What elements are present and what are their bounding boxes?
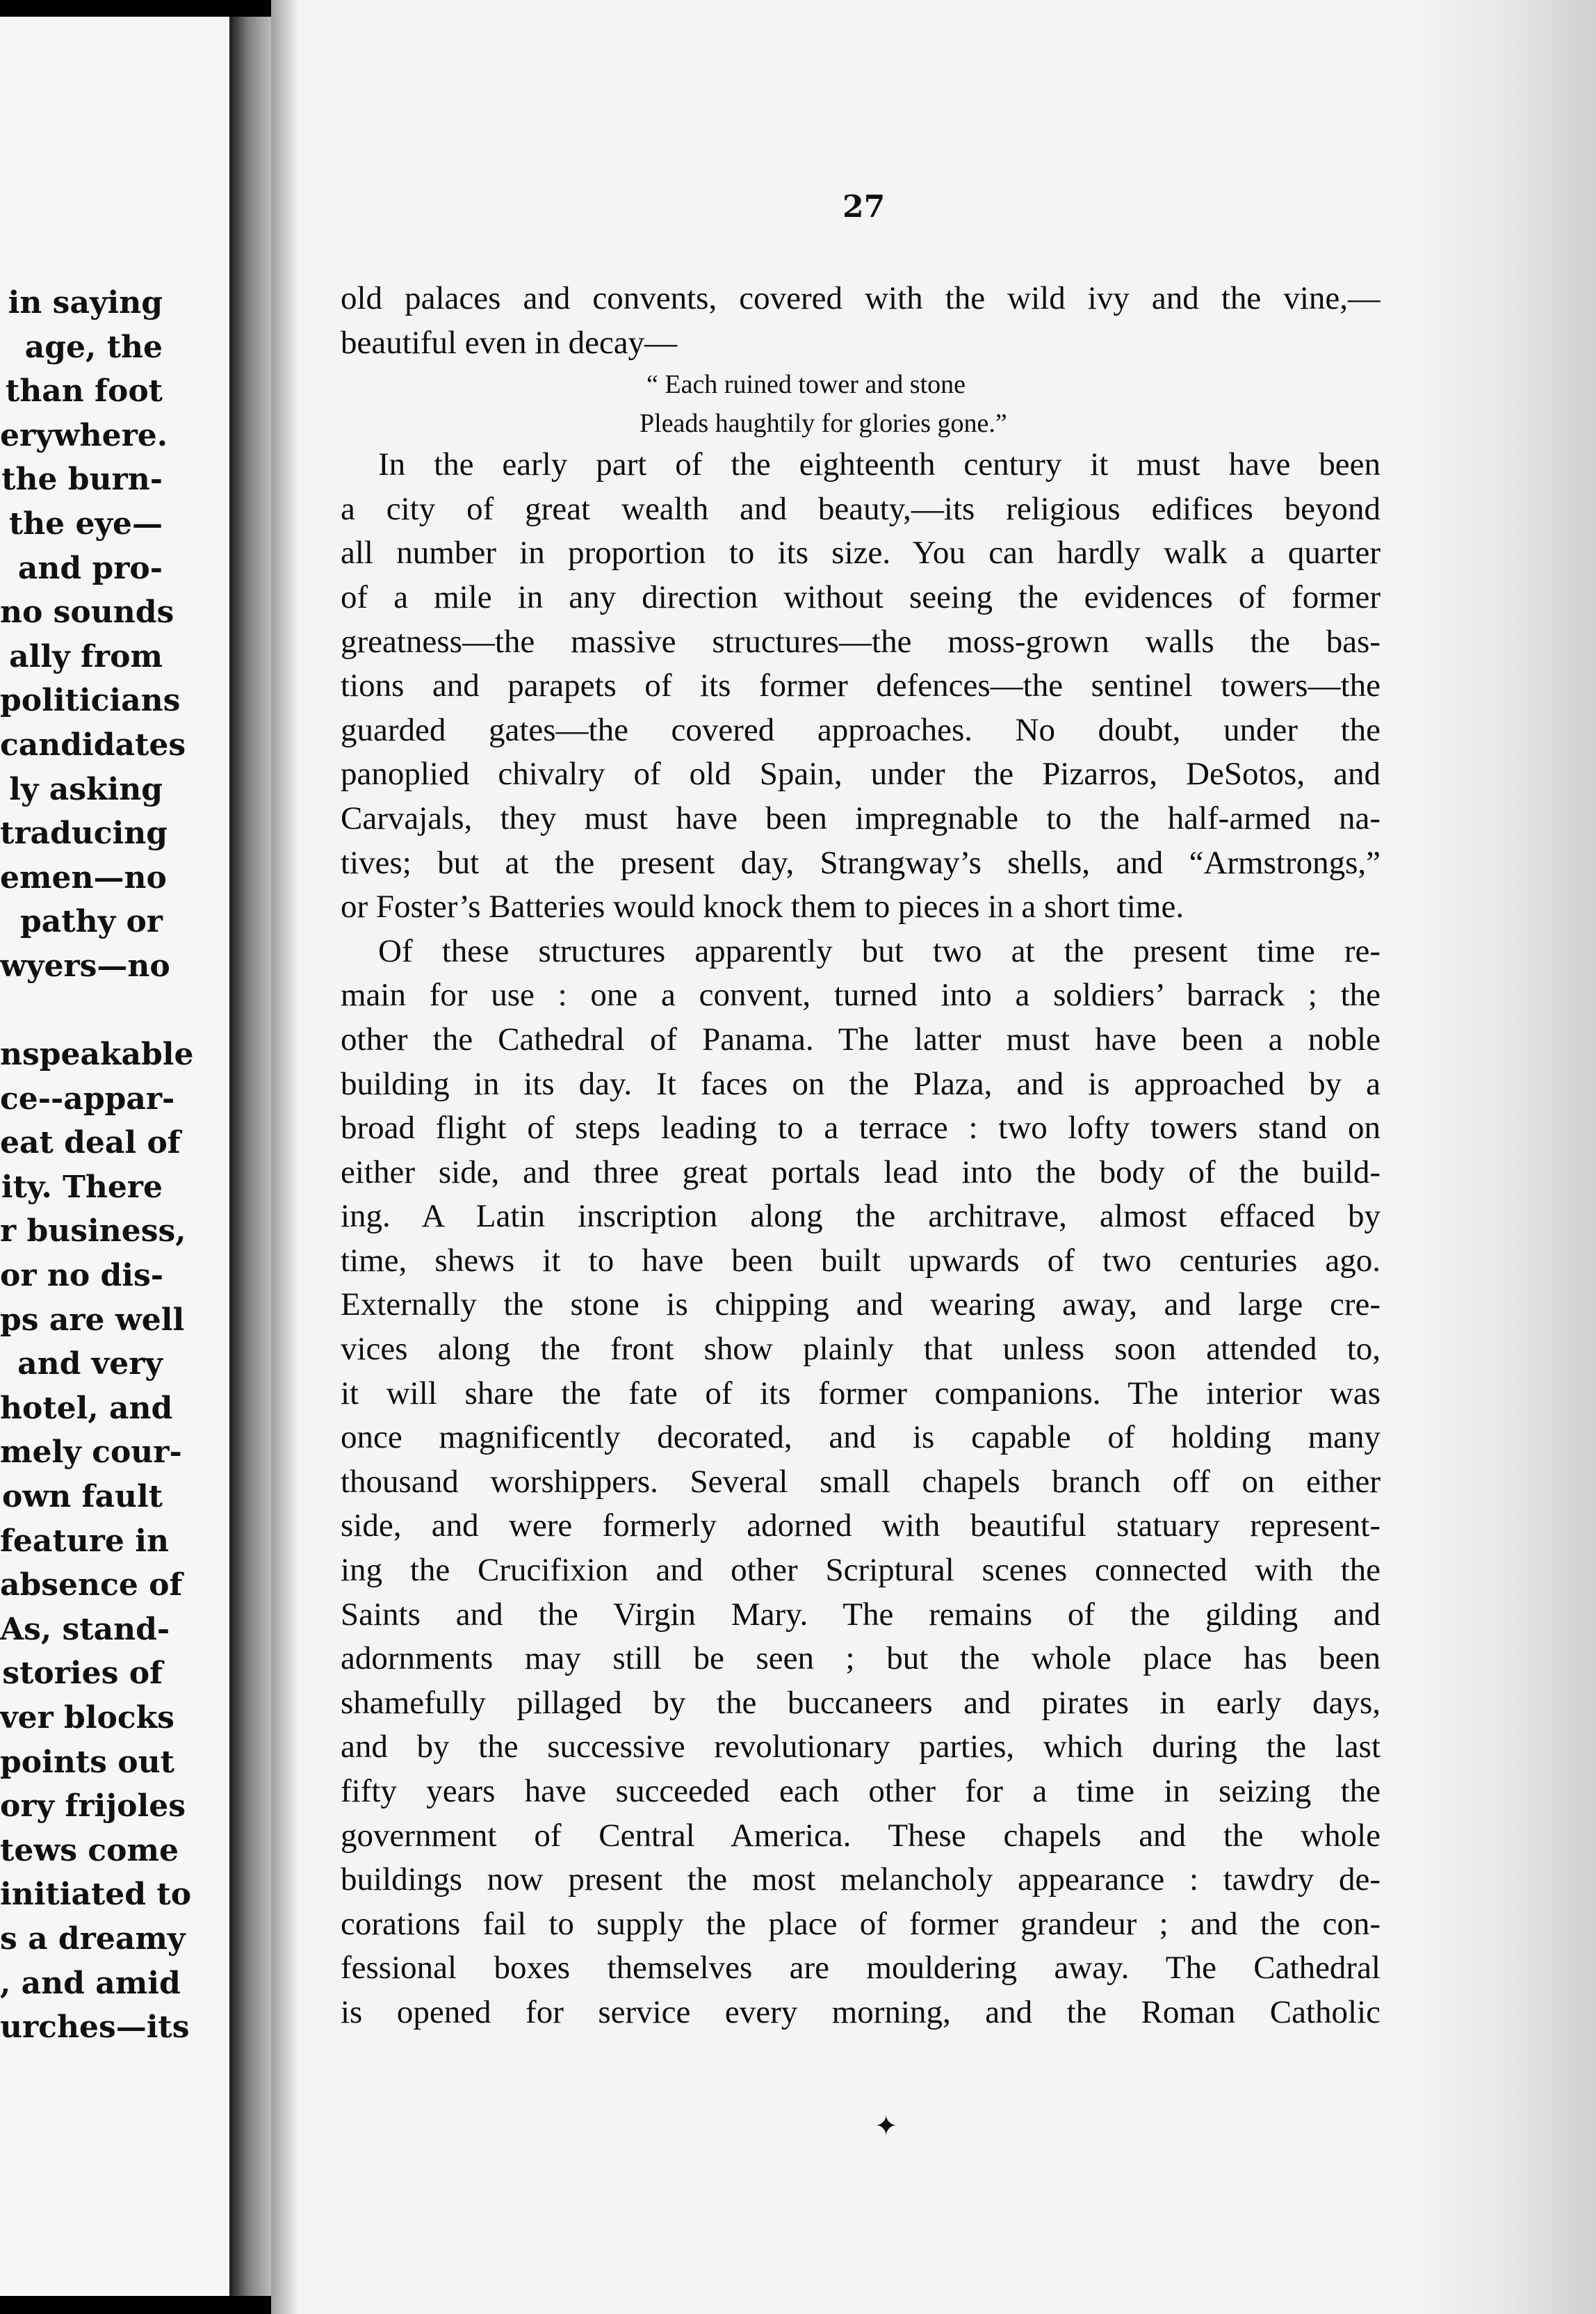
footer-ornament: ✦ bbox=[874, 2110, 898, 2142]
left-page-fragment: ly asking bbox=[9, 771, 163, 807]
text-line: fessional boxes themselves are mouldering away. The Cathedral bbox=[341, 1950, 1381, 1987]
text-line: of a mile in any direction without seeing the evidences of former bbox=[341, 578, 1381, 615]
left-page-fragment: emen—no bbox=[0, 859, 167, 896]
text-line: and by the successive revolutionary parties, which during the last bbox=[341, 1729, 1381, 1765]
left-page-fragment: the burn- bbox=[1, 462, 163, 498]
page-number: 27 bbox=[842, 189, 886, 225]
text-line: vices along the front show plainly that unless soon attended to, bbox=[341, 1331, 1381, 1368]
left-page-fragment: eat deal of bbox=[0, 1125, 181, 1161]
text-line: a city of great wealth and beauty,—its religious edifices beyond bbox=[341, 490, 1381, 527]
left-page-fragment: in saying bbox=[8, 285, 163, 321]
left-page-fragment: ally from bbox=[9, 638, 163, 674]
text-line: panoplied chivalry of old Spain, under the Pizarros, DeSotos, and bbox=[341, 756, 1381, 793]
text-line: side, and were formerly adorned with beautiful statuary represent- bbox=[341, 1507, 1381, 1544]
text-line: guarded gates—the covered approaches. No doubt, under the bbox=[341, 711, 1381, 748]
text-line: other the Cathedral of Panama. The latter must have been a noble bbox=[341, 1021, 1381, 1058]
left-page-fragment: or no dis- bbox=[0, 1258, 164, 1294]
left-page-fragment: nspeakable bbox=[0, 1037, 194, 1073]
body-text bbox=[341, 277, 1381, 2035]
text-line: Externally the stone is chipping and wearing away, and large cre- bbox=[341, 1286, 1381, 1323]
left-page-fragment: the eye— bbox=[8, 505, 163, 542]
text-line: broad flight of steps leading to a terrace : two lofty towers stand on bbox=[341, 1110, 1381, 1147]
text-line: adornments may still be seen ; but the whole place has been bbox=[341, 1640, 1381, 1677]
left-page-fragment: than foot bbox=[5, 373, 163, 410]
text-line: fifty years have succeeded each other for a time in seizing the bbox=[341, 1773, 1381, 1809]
text-line: building in its day. It faces on the Plaza, and is approached by a bbox=[341, 1065, 1381, 1102]
text-line: government of Central America. These chapels and the whole bbox=[341, 1817, 1381, 1854]
page-shadow bbox=[271, 0, 299, 2314]
text-line: ing. A Latin inscription along the architrave, almost effaced by bbox=[341, 1198, 1381, 1235]
text-line: all number in proportion to its size. You can hardly walk a quarter bbox=[341, 535, 1381, 572]
text-line: old palaces and convents, covered with the wild ivy and the vine,— bbox=[341, 280, 1381, 316]
text-line: Of these structures apparently but two at the present time re- bbox=[378, 932, 1381, 969]
text-line: beautiful even in decay— bbox=[341, 324, 678, 361]
text-line: buildings now present the most melancholy appearance : tawdry de- bbox=[341, 1861, 1381, 1898]
page-edge-shading bbox=[1415, 0, 1596, 2314]
text-line: Carvajals, they must have been impregnable to the half-armed na- bbox=[341, 800, 1381, 836]
left-page-fragment: politicians bbox=[0, 683, 181, 719]
verse-line: Pleads haughtily for glories gone.” bbox=[640, 409, 1007, 439]
left-page-fragment: feature in bbox=[0, 1523, 169, 1559]
text-line: greatness—the massive structures—the moss-grown walls the bas- bbox=[341, 623, 1381, 660]
left-page-fragment: , and amid bbox=[0, 1965, 181, 2001]
book-gutter bbox=[229, 17, 271, 2296]
text-line: is opened for service every morning, and the Roman Catholic bbox=[341, 1993, 1381, 2030]
text-line: corations fail to supply the place of former grandeur ; and the con- bbox=[341, 1905, 1381, 1942]
verse-line: “ Each ruined tower and stone bbox=[646, 370, 966, 400]
left-page-fragment: ity. There bbox=[1, 1169, 163, 1205]
left-page-fragment: no sounds bbox=[0, 594, 174, 631]
text-line: tions and parapets of its former defences—the sentinel towers—the bbox=[341, 668, 1381, 704]
left-page-fragment: r business, bbox=[0, 1213, 186, 1249]
text-line: tives; but at the present day, Strangway’s shells, and “Armstrongs,” bbox=[341, 844, 1381, 881]
text-line: ing the Crucifixion and other Scriptural scenes connected with the bbox=[341, 1552, 1381, 1589]
text-line: main for use : one a convent, turned into a soldiers’ barrack ; the bbox=[341, 977, 1381, 1014]
left-page-fragment: traducing bbox=[0, 816, 168, 852]
text-line: either side, and three great portals lead into the body of the build- bbox=[341, 1154, 1381, 1190]
left-page-fragment: absence of bbox=[0, 1567, 183, 1603]
text-line: In the early part of the eighteenth century it must have been bbox=[378, 446, 1381, 483]
left-page-fragment bbox=[0, 989, 229, 1033]
text-line: shamefully pillaged by the buccaneers and pirates in early days, bbox=[341, 1684, 1381, 1721]
left-page-fragment: s a dreamy bbox=[0, 1920, 186, 1957]
text-line: thousand worshippers. Several small chapels branch off on either bbox=[341, 1463, 1381, 1500]
left-page-fragment: erywhere. bbox=[0, 417, 168, 453]
left-page-fragment: ps are well bbox=[0, 1302, 185, 1338]
left-page-fragment: mely cour- bbox=[0, 1434, 182, 1471]
left-page-fragment: pathy or bbox=[19, 904, 163, 940]
left-page-text-fragments bbox=[0, 281, 229, 2050]
text-line: it will share the fate of its former companions. The interior was bbox=[341, 1375, 1381, 1411]
left-page-fragment: stories of bbox=[2, 1656, 163, 1692]
left-page-fragment: ce--appar- bbox=[0, 1081, 175, 1117]
left-page-fragment: hotel, and bbox=[0, 1390, 173, 1426]
left-page-fragment: As, stand- bbox=[0, 1611, 170, 1647]
text-line: Saints and the Virgin Mary. The remains of the gilding and bbox=[341, 1596, 1381, 1633]
left-page-fragment: and very bbox=[17, 1346, 163, 1382]
paragraph-1 bbox=[341, 443, 1381, 930]
left-page bbox=[0, 17, 229, 2296]
left-page-fragment: ver blocks bbox=[0, 1700, 174, 1736]
left-page-fragment: ory frijoles bbox=[0, 1788, 186, 1824]
left-page-fragment: own fault bbox=[2, 1479, 163, 1515]
left-page-fragment: and pro- bbox=[17, 550, 163, 586]
left-page-fragment: age, the bbox=[24, 329, 163, 365]
left-page-fragment: wyers—no bbox=[0, 948, 170, 984]
text-line: time, shews it to have been built upwards of two centuries ago. bbox=[341, 1242, 1381, 1279]
left-page-fragment: urches—its bbox=[0, 2009, 190, 2046]
left-page-fragment: points out bbox=[0, 1744, 174, 1780]
left-page-fragment: tews come bbox=[0, 1832, 179, 1868]
left-page-fragment: initiated to bbox=[0, 1877, 192, 1913]
text-line: or Foster’s Batteries would knock them to pieces in a short time. bbox=[341, 889, 1184, 925]
text-line: once magnificently decorated, and is capable of holding many bbox=[341, 1419, 1381, 1456]
paragraph-2 bbox=[341, 930, 1381, 2035]
left-page-fragment: candidates bbox=[0, 727, 186, 763]
